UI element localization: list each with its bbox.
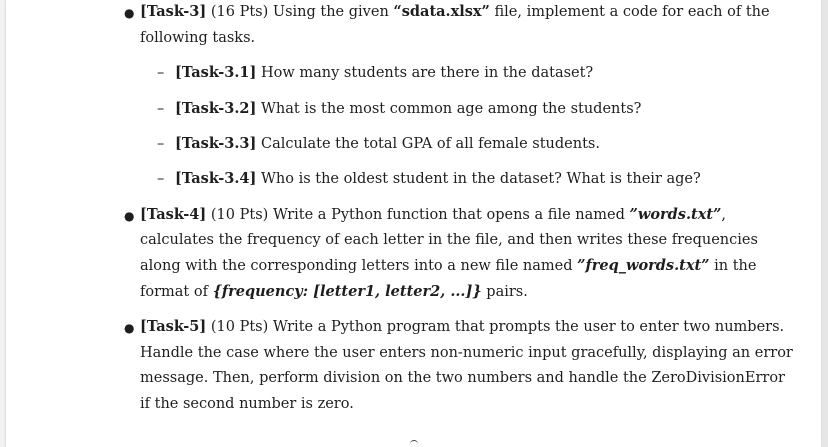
task4-label: [Task-4] xyxy=(140,206,207,223)
bullet-icon: ● xyxy=(124,209,135,223)
subtask-label: [Task-3.3] xyxy=(175,135,257,152)
scrollbar[interactable] xyxy=(822,0,828,447)
subtask-text: How many students are there in the dataset? xyxy=(256,65,594,81)
subtask-3-1 xyxy=(175,63,593,83)
dash-icon: – xyxy=(157,101,165,117)
task5-label: [Task-5] xyxy=(140,318,207,335)
subtask-text: Calculate the total GPA of all female students. xyxy=(256,136,600,152)
task4-line1 xyxy=(140,205,726,225)
task4-text-d: in the xyxy=(709,258,757,274)
task4-line2 xyxy=(140,230,758,250)
subtask-3-2 xyxy=(175,99,641,119)
task4-text-a: (10 Pts) Write a Python function that opens a file named xyxy=(210,207,630,223)
subtask-label: [Task-3.4] xyxy=(175,170,257,187)
task5-line2 xyxy=(140,343,793,363)
task3-line2: following tasks. xyxy=(140,30,256,46)
task5-line3-text: message. Then, perform division on the two numbers and handle the ZeroDivisionError xyxy=(140,370,785,386)
bullet-icon: ● xyxy=(124,6,135,20)
task3-label: [Task-3] xyxy=(140,3,207,20)
subtask-text: What is the most common age among the students? xyxy=(256,101,642,117)
document-page xyxy=(6,0,821,447)
task5-line1 xyxy=(140,317,785,337)
task5-text-a: (10 Pts) Write a Python program that prompts the user to enter two numbers. xyxy=(210,319,785,335)
task4-format: {frequency: [letter1, letter2, ...]} xyxy=(212,283,482,300)
task5-line3 xyxy=(140,368,785,388)
bullet-icon: ● xyxy=(124,321,135,335)
task4-line2-text: calculates the frequency of each letter in the file, and then writes these frequencies xyxy=(140,232,758,248)
subtask-3-3 xyxy=(175,134,600,154)
task4-text-b: , xyxy=(721,207,727,223)
task4-output-filename: ”freq_words.txt” xyxy=(577,257,710,274)
task3-text-a: (16 Pts) Using the given xyxy=(210,4,394,20)
task3-line1 xyxy=(140,2,770,22)
task4-text-f: pairs. xyxy=(481,284,528,300)
task4-line3 xyxy=(140,256,757,276)
task4-filename: ”words.txt” xyxy=(629,206,722,223)
subtask-text: Who is the oldest student in the dataset? What is their age? xyxy=(256,171,701,187)
page-number-fragment xyxy=(410,440,418,447)
task5-line2-text: Handle the case where the user enters non-numeric input gracefully, displaying an error xyxy=(140,345,793,361)
dash-icon: – xyxy=(157,171,165,187)
task4-line4 xyxy=(140,282,528,302)
task5-line4: if the second number is zero. xyxy=(140,396,354,412)
dash-icon: – xyxy=(157,136,165,152)
task3-text-b: file, implement a code for each of the xyxy=(489,4,770,20)
dash-icon: – xyxy=(157,65,165,81)
task4-text-e: format of xyxy=(140,284,213,300)
subtask-label: [Task-3.1] xyxy=(175,64,257,81)
subtask-label: [Task-3.2] xyxy=(175,100,257,117)
task3-filename: “sdata.xlsx” xyxy=(393,3,490,20)
subtask-3-4 xyxy=(175,169,701,189)
task4-text-c: along with the corresponding letters into a new file named xyxy=(140,258,578,274)
